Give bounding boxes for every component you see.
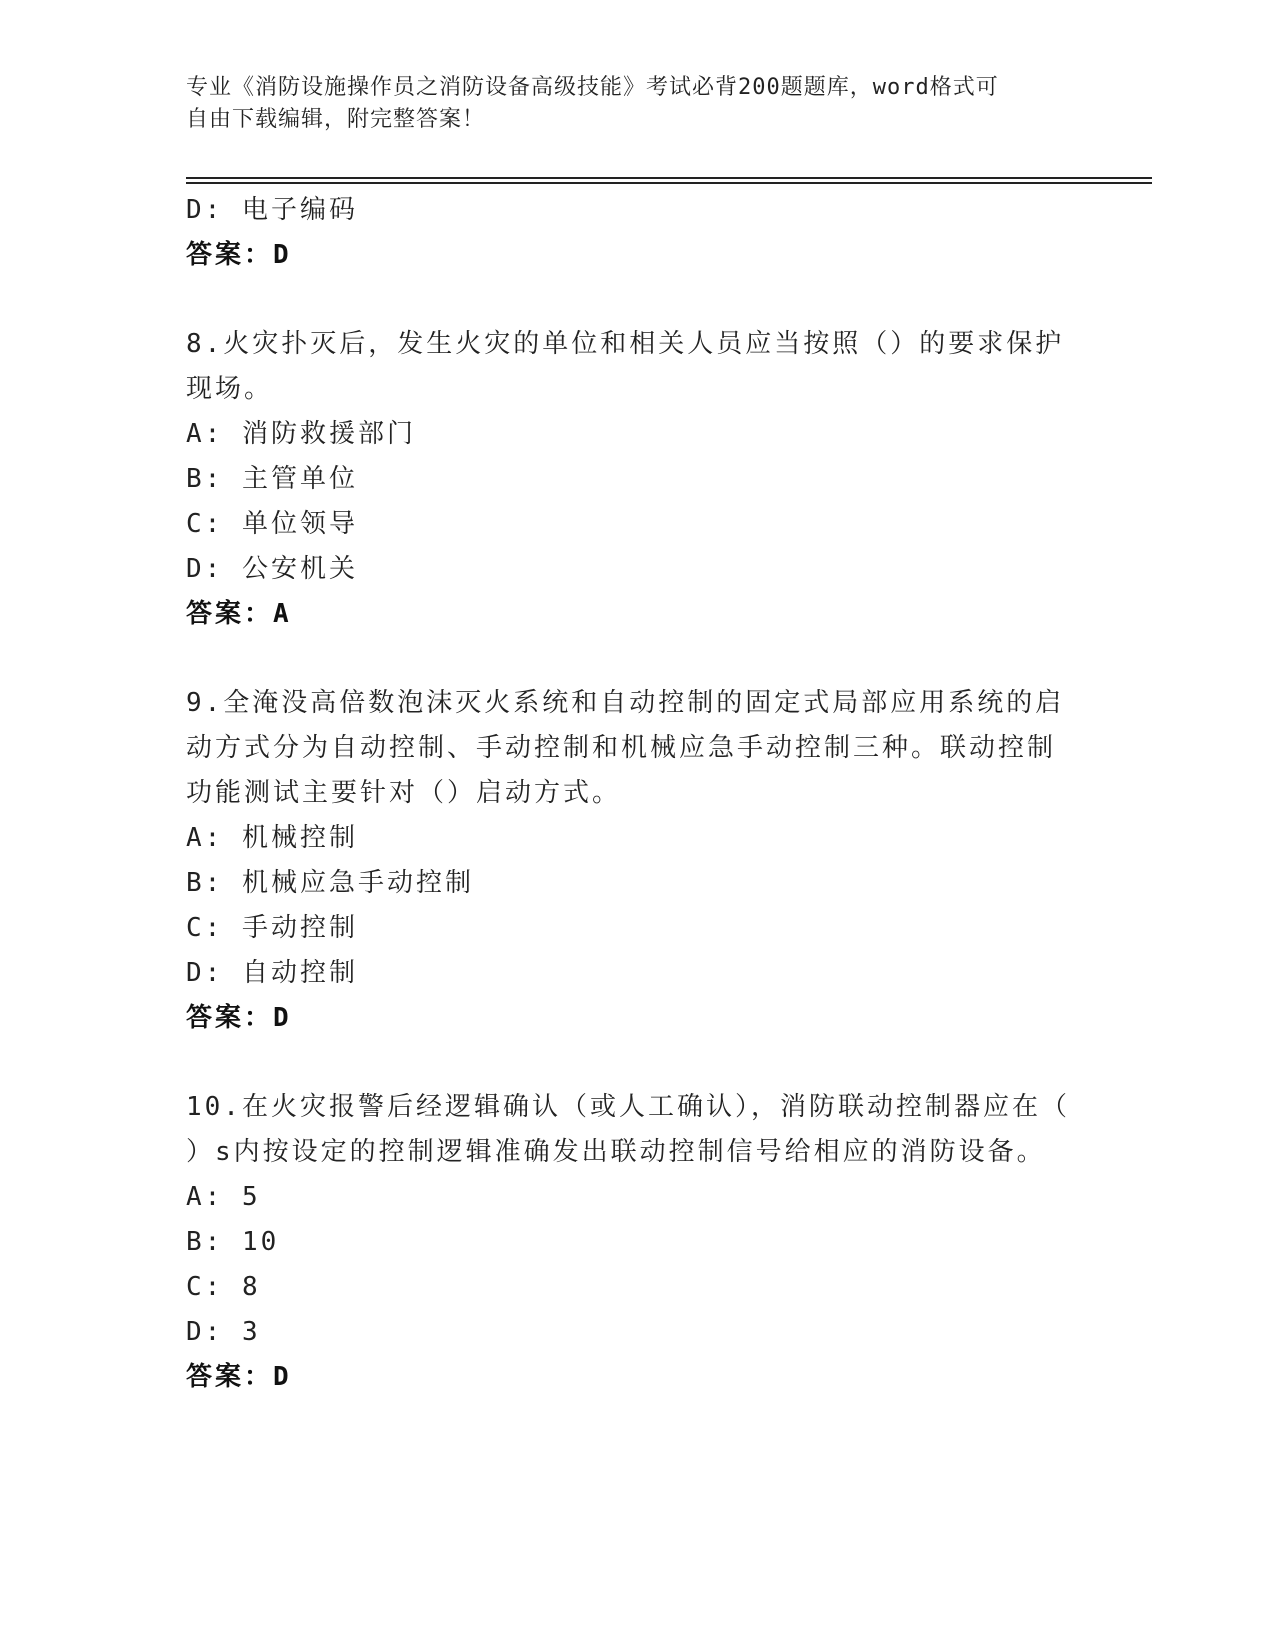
answer: 答案：D [186, 240, 292, 270]
option-c: C: 手动控制 [186, 913, 358, 943]
question-text: 10.在火灾报警后经逻辑确认（或人工确认），消防联动控制器应在（ [186, 1092, 1070, 1122]
answer: 答案：D [186, 1362, 292, 1392]
question-7-tail [186, 188, 1076, 278]
option-d: D: 3 [186, 1317, 261, 1347]
question-content [186, 188, 1076, 1400]
header-line-1: 专业《消防设施操作员之消防设备高级技能》考试必背200题题库，word格式可 [186, 75, 999, 100]
option-d: D: 自动控制 [186, 958, 358, 988]
option-d: D: 公安机关 [186, 554, 358, 584]
option-a: A: 消防救援部门 [186, 419, 416, 449]
option-d: D: 电子编码 [186, 195, 358, 225]
question-text: 9.全淹没高倍数泡沫灭火系统和自动控制的固定式局部应用系统的启 [186, 688, 1065, 718]
question-text: 8.火灾扑灭后，发生火灾的单位和相关人员应当按照（）的要求保护 [186, 329, 1065, 359]
spacer [186, 278, 1076, 322]
option-c: C: 单位领导 [186, 509, 358, 539]
question-text: 动方式分为自动控制、手动控制和机械应急手动控制三种。联动控制 [186, 733, 1057, 763]
spacer [186, 1041, 1076, 1085]
header-line-2: 自由下载编辑，附完整答案！ [186, 107, 486, 132]
answer: 答案：D [186, 1003, 292, 1033]
answer: 答案：A [186, 599, 292, 629]
document-header [186, 72, 1066, 136]
option-c: C: 8 [186, 1272, 261, 1302]
question-10 [186, 1085, 1076, 1400]
header-rule-top [186, 177, 1152, 179]
question-8 [186, 322, 1076, 637]
question-text: ）s内按设定的控制逻辑准确发出联动控制信号给相应的消防设备。 [186, 1137, 1046, 1167]
question-9 [186, 681, 1076, 1041]
header-rule-bottom [186, 182, 1152, 184]
option-a: A: 5 [186, 1182, 261, 1212]
option-a: A: 机械控制 [186, 823, 358, 853]
option-b: B: 主管单位 [186, 464, 358, 494]
spacer [186, 637, 1076, 681]
option-b: B: 机械应急手动控制 [186, 868, 474, 898]
question-text: 功能测试主要针对（）启动方式。 [186, 778, 622, 808]
option-b: B: 10 [186, 1227, 280, 1257]
question-text: 现场。 [186, 374, 274, 404]
